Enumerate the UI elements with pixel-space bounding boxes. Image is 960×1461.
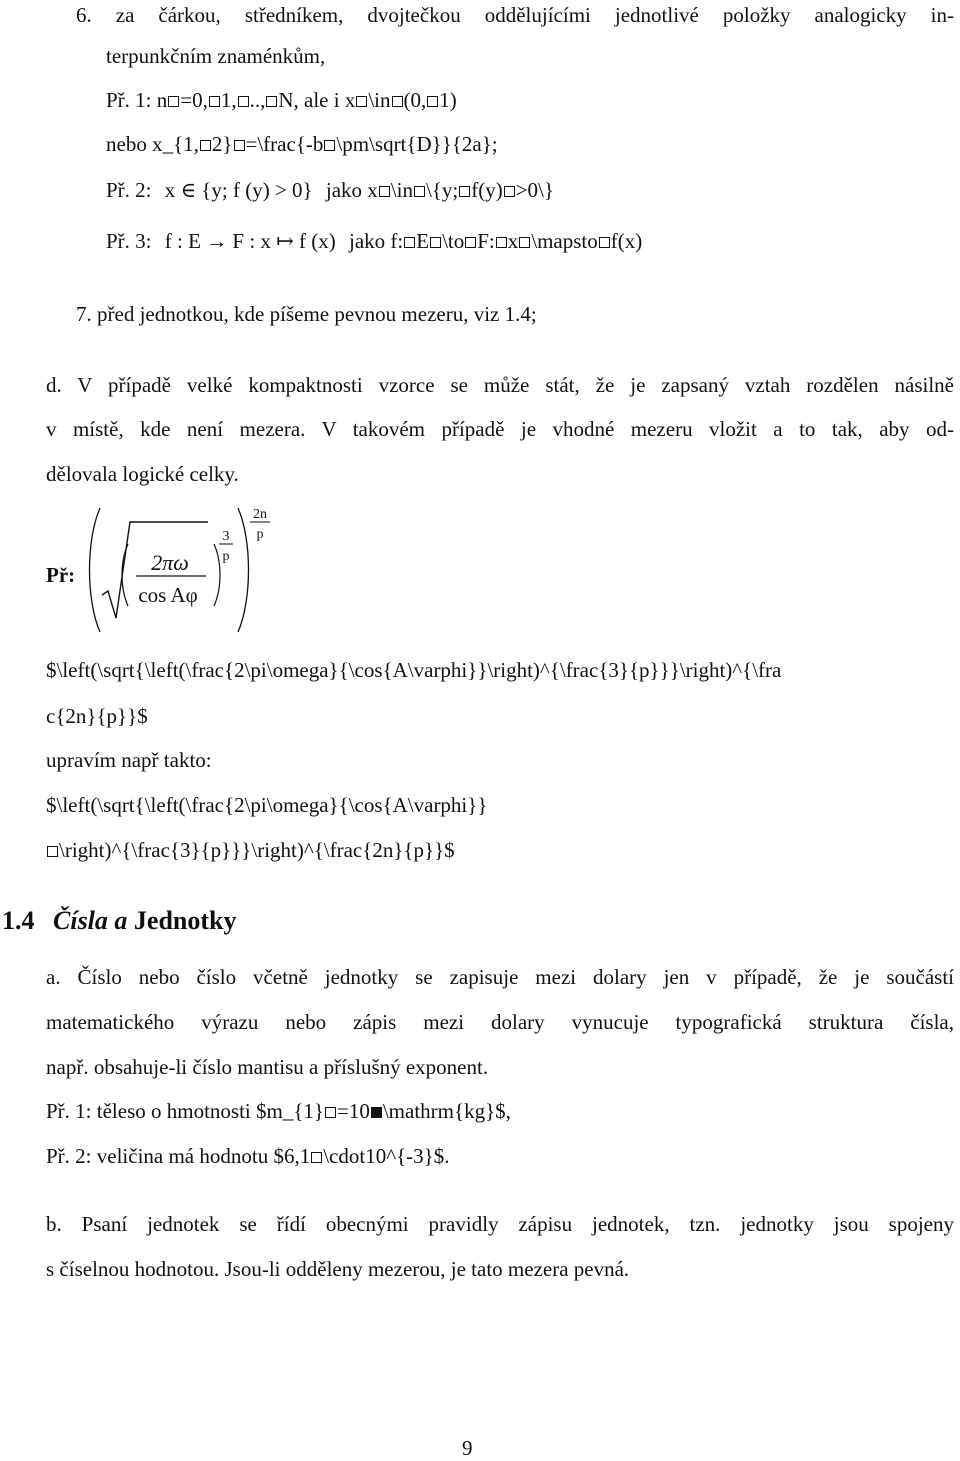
- space-marker-icon: [311, 1152, 322, 1163]
- page-number: 9: [462, 1436, 473, 1460]
- example-2-line: [106, 177, 554, 203]
- ex1b-part-c: =\frac{-b: [245, 132, 324, 156]
- inner-exponent-denominator: p: [222, 549, 230, 564]
- latex-code-1b: c{2n}{p}}$: [46, 704, 148, 728]
- ex1b-part-d: \pm\sqrt{D}}{2a};: [336, 132, 498, 156]
- latex-code-2a: $\left(\sqrt{\left(\frac{2\pi\omega}{\cos{A\varphi}}: [46, 793, 488, 817]
- space-marker-icon: [325, 1107, 336, 1118]
- fraction-numerator: 2πω: [151, 550, 189, 575]
- item-6-line-2: terpunkčním znaménkům,: [106, 44, 326, 68]
- ex3-mid: jako f:: [349, 229, 404, 253]
- ex2-mid: jako x: [325, 178, 378, 202]
- fraction-denominator: cos Aφ: [138, 583, 198, 607]
- item-d-line-2: v místě, kde není mezera. V takovém případě je vhodné mezeru vložit a to tak, aby od-: [46, 417, 954, 441]
- space-marker-icon: [430, 237, 441, 248]
- ex1-part-b: =0,: [180, 88, 208, 112]
- ex2-math: x ∈ {y; f (y) > 0}: [164, 178, 313, 202]
- inner-exponent-numerator: 3: [222, 529, 230, 544]
- space-marker-icon: [504, 186, 515, 197]
- outer-left-paren: [90, 508, 101, 632]
- space-marker-icon: [392, 96, 403, 107]
- ex-a1-part-a: Př. 1: těleso o hmotnosti $m_{1}: [46, 1099, 324, 1123]
- item-d-line-3: dělovala logické celky.: [46, 462, 239, 486]
- ex1b-part-b: 2}: [211, 132, 233, 156]
- ex2-part-e: >0\}: [515, 178, 554, 202]
- item-7: 7. před jednotkou, kde píšeme pevnou mezeru, viz 1.4;: [76, 302, 537, 326]
- item-a-example-1: [46, 1098, 511, 1124]
- ex3-part-c: \to: [442, 229, 465, 253]
- ex2-part-c: \{y;: [425, 178, 459, 202]
- outer-right-paren: [238, 508, 249, 632]
- ex3-math: f : E → F : x ↦ f (x): [164, 229, 336, 253]
- formula-display: [88, 500, 298, 640]
- example-1-line: [106, 87, 457, 113]
- item-a-example-2: [46, 1143, 449, 1169]
- ex2-part-d: f(y): [471, 178, 503, 202]
- ex1-part-f: \in: [368, 88, 391, 112]
- ex-a2-part-b: \cdot10^{-3}$.: [323, 1144, 450, 1168]
- space-marker-icon: [200, 140, 211, 151]
- space-marker-icon: [168, 96, 179, 107]
- space-marker-icon: [465, 237, 476, 248]
- ex3-part-f: \mapsto: [531, 229, 598, 253]
- space-marker-icon: [47, 846, 58, 857]
- ex3-part-b: E: [416, 229, 430, 253]
- space-marker-icon: [379, 186, 390, 197]
- ex1-part-d: ..,: [249, 88, 266, 112]
- ex3-part-d: F:: [477, 229, 495, 253]
- example-label: Př:: [46, 563, 76, 587]
- ex2-label: Př. 2:: [106, 178, 152, 202]
- latex-code-1a: $\left(\sqrt{\left(\frac{2\pi\omega}{\cos{A\varphi}}\right)^{\frac{3}{p}}}\right)^{\fra: [46, 658, 782, 682]
- ex-a2-part-a: Př. 2: veličina má hodnotu $6,1: [46, 1144, 311, 1168]
- ex3-label: Př. 3:: [106, 229, 152, 253]
- space-marker-icon: [234, 140, 245, 151]
- section-number: 1.4: [2, 906, 35, 935]
- upravim-text: upravím např takto:: [46, 748, 212, 772]
- ex-a1-part-c: \mathrm{kg}$,: [382, 1099, 511, 1123]
- ex1-part-e: N, ale i x: [278, 88, 356, 112]
- ex1-part-c: 1,: [220, 88, 237, 112]
- space-marker-icon: [599, 237, 610, 248]
- latex-code-2b-text: \right)^{\frac{3}{p}}}\right)^{\frac{2n}{p}}$: [59, 838, 455, 862]
- item-b-line-1: b. Psaní jednotek se řídí obecnými pravidly zápisu jednotek, tzn. jednotky jsou spojeny: [46, 1212, 954, 1236]
- ex3-part-g: f(x): [610, 229, 643, 253]
- section-title-italic: Čísla a: [53, 906, 128, 935]
- ex1-part-a: Př. 1: n: [106, 88, 168, 112]
- ex1-part-h: 1): [439, 88, 457, 112]
- section-title-rest: Jednotky: [133, 906, 237, 935]
- space-marker-icon: [427, 96, 438, 107]
- space-marker-icon: [356, 96, 367, 107]
- item-6-line-1: 6. za čárkou, středníkem, dvojtečkou oddělujícími jednotlivé položky analogicky in-: [76, 3, 954, 27]
- space-marker-icon: [519, 237, 530, 248]
- space-marker-icon: [238, 96, 249, 107]
- item-a-line-1: a. Číslo nebo číslo včetně jednotky se zapisuje mezi dolary jen v případě, že je součástí: [46, 965, 954, 989]
- ex1-part-g: (0,: [403, 88, 427, 112]
- space-marker-icon: [496, 237, 507, 248]
- inner-right-paren: [214, 544, 220, 606]
- latex-code-2b: [46, 837, 455, 863]
- space-marker-icon: [414, 186, 425, 197]
- space-marker-icon: [266, 96, 277, 107]
- item-a-line-2: matematického výrazu nebo zápis mezi dolary vynucuje typografická struktura čísla,: [46, 1010, 954, 1034]
- outer-exponent-numerator: 2n: [253, 507, 267, 522]
- space-marker-icon: [404, 237, 415, 248]
- item-b-line-2: s číselnou hodnotou. Jsou-li odděleny mezerou, je tato mezera pevná.: [46, 1257, 630, 1281]
- ex1b-part-a: nebo x_{1,: [106, 132, 199, 156]
- ex2-part-b: \in: [390, 178, 413, 202]
- fixed-space-marker-icon: [371, 1107, 382, 1118]
- ex-a1-part-b: =10: [337, 1099, 370, 1123]
- item-a-line-3: např. obsahuje-li číslo mantisu a příslušný exponent.: [46, 1055, 489, 1079]
- example-3-line: [106, 228, 642, 254]
- section-heading: [2, 905, 237, 937]
- ex3-part-e: x: [507, 229, 519, 253]
- outer-exponent-denominator: p: [256, 527, 264, 542]
- space-marker-icon: [209, 96, 220, 107]
- space-marker-icon: [324, 140, 335, 151]
- space-marker-icon: [459, 186, 470, 197]
- example-1b-line: [106, 131, 498, 157]
- item-d-line-1: d. V případě velké kompaktnosti vzorce se může stát, že je zapsaný vztah rozdělen násilně: [46, 373, 954, 397]
